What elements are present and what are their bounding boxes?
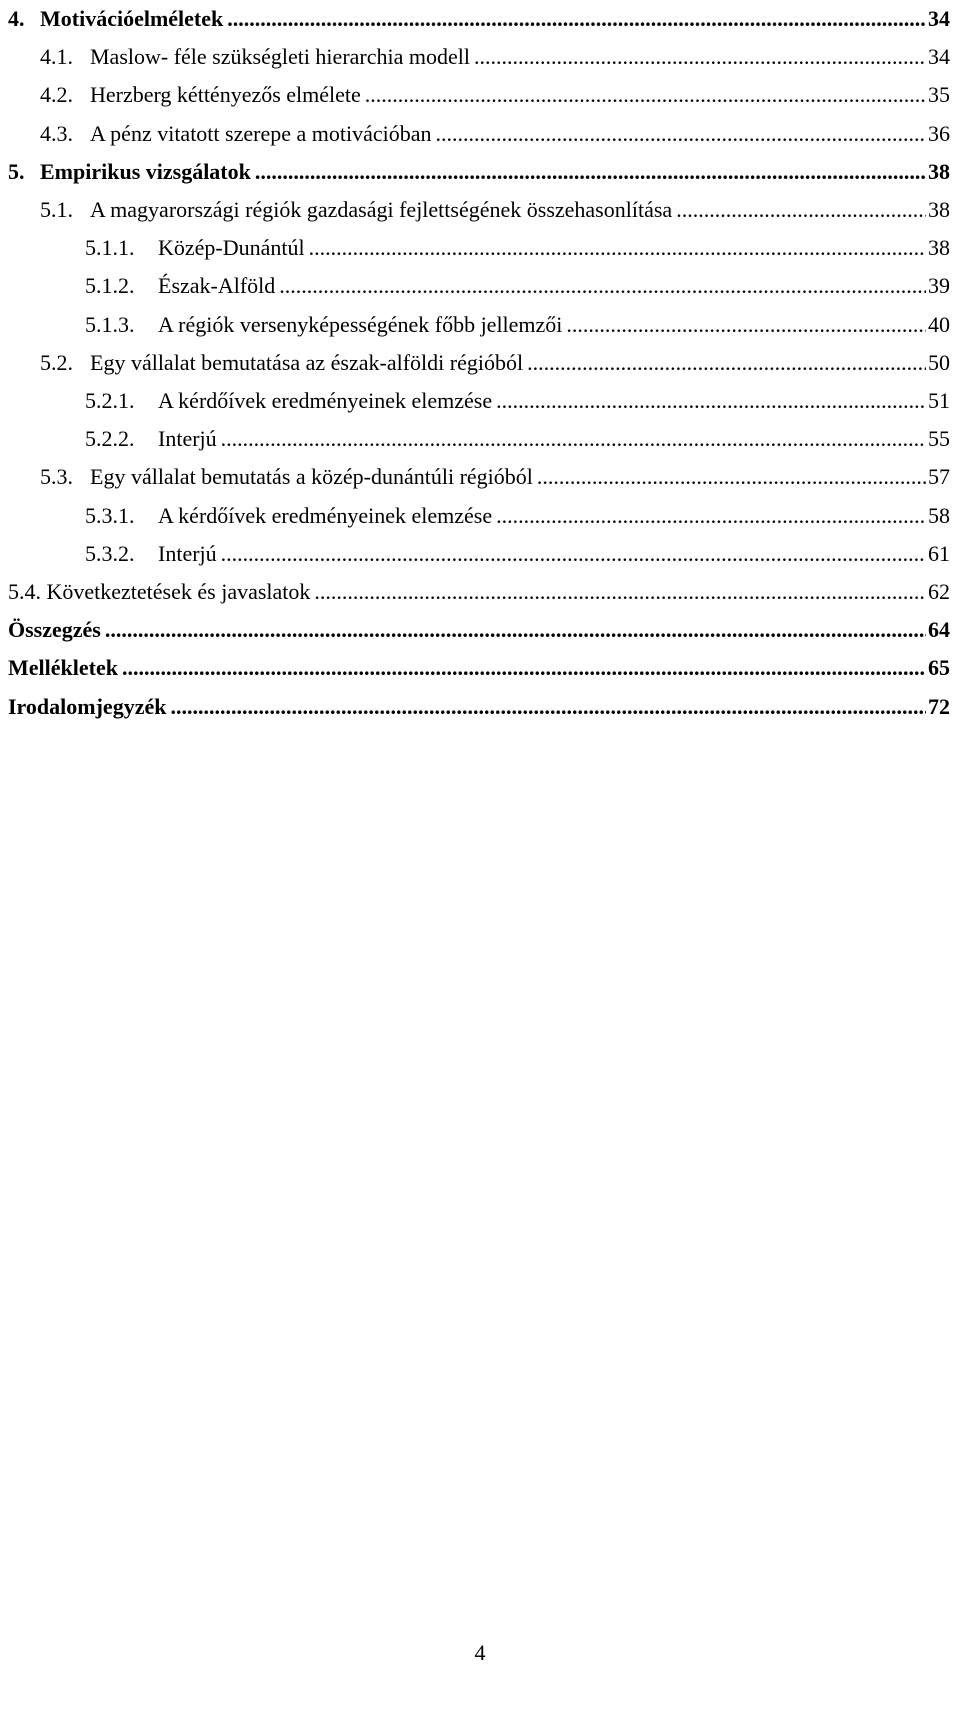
toc-entry-number: 5.1.3. — [85, 311, 135, 337]
toc-entry-number: 5.4. — [8, 579, 47, 604]
toc-entry-page: 72 — [928, 693, 950, 719]
toc-entry-title: Herzberg kéttényezős elmélete — [90, 82, 361, 108]
toc-entry-page: 57 — [928, 464, 950, 490]
toc-entry-title: Interjú — [158, 426, 217, 452]
toc-entry-number: 5.1. — [40, 197, 73, 222]
toc-entry-title: Észak-Alföld — [158, 273, 276, 299]
toc-entry-page: 50 — [928, 349, 950, 375]
toc-entry[interactable] — [40, 41, 950, 73]
toc-entry-page: 40 — [928, 311, 950, 337]
toc-entry-title: Következtetések és javaslatok — [46, 579, 311, 604]
toc-entry-page: 35 — [928, 82, 950, 108]
toc-entry[interactable] — [85, 232, 950, 264]
toc-entry-page: 34 — [928, 6, 950, 31]
dot-leader — [170, 691, 926, 723]
toc-entry[interactable] — [85, 423, 950, 455]
toc-entry-number: 5.1.2. — [85, 273, 135, 299]
toc-entry-title: Összegzés — [8, 617, 101, 643]
dot-leader — [279, 270, 926, 302]
toc-entry[interactable] — [85, 500, 950, 532]
toc-entry-number: 4.1. — [40, 44, 73, 70]
toc-entry-page: 38 — [928, 235, 950, 261]
toc-entry-title: Empirikus vizsgálatok — [40, 158, 251, 184]
toc-entry-page: 61 — [928, 540, 950, 566]
toc-entry[interactable] — [8, 614, 950, 646]
toc-entry-number: 5.3.2. — [85, 540, 135, 566]
dot-leader — [122, 652, 926, 684]
toc-entry-title: A pénz vitatott szerepe a motivációban — [90, 120, 432, 146]
toc-entry-number: 4.3. — [40, 120, 73, 146]
toc-entry-title: A régiók versenyképességének főbb jellemzői — [158, 311, 563, 337]
toc-entry-title: Irodalomjegyzék — [8, 693, 167, 719]
toc-entry-page: 51 — [928, 388, 950, 413]
toc-entry[interactable] — [85, 385, 950, 417]
toc-entry-page: 38 — [928, 158, 950, 184]
dot-leader — [105, 614, 926, 646]
toc-entry[interactable] — [85, 309, 950, 341]
dot-leader — [314, 576, 926, 608]
toc-entry[interactable] — [8, 156, 950, 188]
toc-entry-title: A kérdőívek eredményeinek elemzése — [158, 388, 493, 413]
toc-entry-title: Közép-Dunántúl — [158, 235, 305, 261]
toc-entry-title: Egy vállalat bemutatás a közép-dunántúli régióból — [90, 464, 533, 490]
toc-entry-page: 39 — [928, 273, 950, 299]
toc-entry[interactable] — [40, 194, 950, 226]
dot-leader — [527, 347, 926, 379]
dot-leader — [676, 194, 926, 226]
toc-entry-title: A magyarországi régiók gazdasági fejlettségének összehasonlítása — [90, 197, 673, 222]
toc-entry[interactable] — [85, 270, 950, 302]
dot-leader — [309, 232, 926, 264]
toc-entry-page: 65 — [928, 655, 950, 681]
toc-entry[interactable] — [8, 3, 950, 35]
dot-leader — [365, 79, 926, 111]
toc-entry-number: 5.2.2. — [85, 426, 135, 452]
toc-entry-title: Interjú — [158, 540, 217, 566]
toc-entry[interactable] — [8, 691, 950, 723]
toc-entry[interactable] — [40, 347, 950, 379]
toc-entry-page: 36 — [928, 120, 950, 146]
dot-leader — [227, 3, 926, 35]
toc-entry-number: 5. — [8, 158, 25, 184]
toc-entry-number: 4. — [8, 6, 25, 31]
dot-leader — [221, 423, 926, 455]
toc-entry-number: 5.3. — [40, 464, 73, 490]
toc-entry-title: Egy vállalat bemutatása az észak-alföldi régióból — [90, 349, 524, 375]
toc-entry-page: 55 — [928, 426, 950, 452]
toc-entry[interactable] — [85, 538, 950, 570]
toc-entry-title: A kérdőívek eredményeinek elemzése — [158, 502, 493, 528]
toc-entry-page: 58 — [928, 502, 950, 528]
toc-entry-page: 38 — [928, 197, 950, 222]
toc-entry[interactable] — [40, 461, 950, 493]
toc-entry-title: Mellékletek — [8, 655, 118, 681]
toc-entry-number: 5.2. — [40, 349, 73, 375]
toc-entry[interactable] — [8, 576, 950, 608]
dot-leader — [255, 156, 926, 188]
toc-entry-page: 64 — [928, 617, 950, 643]
dot-leader — [496, 385, 926, 417]
page-number: 4 — [474, 1640, 486, 1665]
toc-entry[interactable] — [40, 79, 950, 111]
dot-leader — [435, 118, 926, 150]
toc-entry-number: 5.2.1. — [85, 388, 135, 413]
toc-entry-number: 4.2. — [40, 82, 73, 108]
dot-leader — [474, 41, 926, 73]
dot-leader — [566, 309, 926, 341]
toc-entry-number: 5.3.1. — [85, 502, 135, 528]
toc-entry-title: Maslow- féle szükségleti hierarchia modell — [90, 44, 470, 70]
toc-entry-number: 5.1.1. — [85, 235, 135, 261]
toc-entry-page: 34 — [928, 44, 950, 70]
toc-entry[interactable] — [8, 652, 950, 684]
dot-leader — [221, 538, 926, 570]
toc-entry[interactable] — [40, 118, 950, 150]
dot-leader — [496, 500, 926, 532]
toc-entry-page: 62 — [928, 579, 950, 604]
toc-entry-title: Motivációelméletek — [40, 6, 224, 31]
dot-leader — [537, 461, 926, 493]
